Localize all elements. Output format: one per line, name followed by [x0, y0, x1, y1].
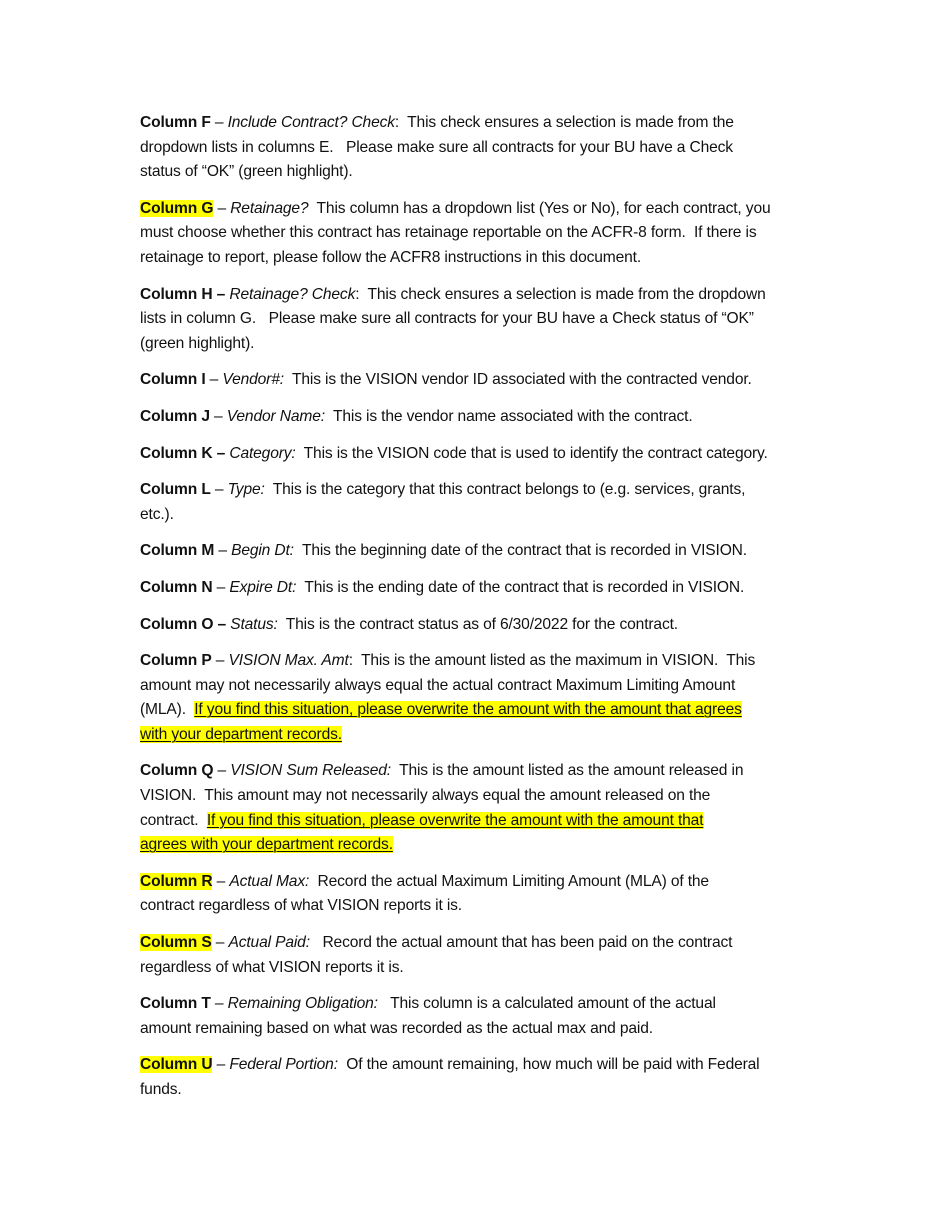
- text-run: VISION. This amount may not necessarily always equal the amount released on the: [140, 787, 711, 805]
- text-line: [140, 870, 840, 895]
- text-run: Record the actual Maximum Limiting Amount (MLA) of the: [309, 872, 709, 890]
- paragraph-column-u: [140, 1053, 840, 1102]
- text-line: [140, 956, 840, 981]
- text-run: This column is a calculated amount of the actual: [377, 995, 716, 1013]
- text-line: [140, 1017, 840, 1042]
- column-label: Column K –: [140, 444, 226, 462]
- paragraph-column-m: [140, 539, 840, 564]
- field-name: Type:: [227, 481, 265, 499]
- paragraph-column-l: [140, 478, 840, 527]
- text-line: [140, 894, 840, 919]
- column-label: Column Q: [140, 762, 214, 780]
- column-label: Column N: [140, 578, 213, 596]
- text-run: –: [212, 872, 230, 890]
- text-run: : This check ensures a selection is made from the dropdown: [355, 285, 766, 303]
- field-name: VISION Max. Amt: [228, 652, 349, 670]
- text-line: [140, 1078, 840, 1103]
- text-line: [140, 759, 840, 784]
- text-run: : This is the amount listed as the maximum in VISION. This: [348, 652, 756, 670]
- highlighted-instruction: with your department records.: [140, 725, 342, 743]
- text-line: [140, 992, 840, 1017]
- text-line: [140, 649, 840, 674]
- text-line: [140, 539, 840, 564]
- paragraph-column-i: [140, 368, 840, 393]
- column-label: Column S: [140, 934, 212, 952]
- text-run: status of “OK” (green highlight).: [140, 163, 353, 181]
- field-name: Status:: [230, 615, 278, 633]
- text-run: (green highlight).: [140, 334, 255, 352]
- column-label: Column O –: [140, 615, 227, 633]
- field-name: Vendor Name:: [226, 407, 325, 425]
- text-line: [140, 111, 840, 136]
- column-label: Column G: [140, 199, 214, 217]
- document-page: [140, 111, 840, 1115]
- column-label: Column P: [140, 652, 212, 670]
- field-name: Retainage?: [230, 199, 309, 217]
- text-run: This is the VISION code that is used to identify the contract category.: [295, 444, 768, 462]
- paragraph-column-q: [140, 759, 840, 857]
- text-run: –: [209, 407, 227, 425]
- field-name: Vendor#:: [222, 371, 284, 389]
- text-run: –: [210, 995, 228, 1013]
- text-line: [140, 1053, 840, 1078]
- text-line: [140, 833, 840, 858]
- text-run: This is the ending date of the contract that is recorded in VISION.: [296, 578, 745, 596]
- text-line: [140, 332, 840, 357]
- text-line: [140, 405, 840, 430]
- field-name: Expire Dt:: [229, 578, 297, 596]
- text-run: This is the amount listed as the amount released in: [391, 762, 744, 780]
- field-name: Actual Max:: [229, 872, 310, 890]
- text-run: –: [212, 578, 230, 596]
- paragraph-column-k: [140, 442, 840, 467]
- paragraph-column-p: [140, 649, 840, 747]
- text-line: [140, 576, 840, 601]
- column-label: Column L: [140, 481, 211, 499]
- text-line: [140, 698, 840, 723]
- text-line: [140, 246, 840, 271]
- text-run: This is the vendor name associated with the contract.: [324, 407, 693, 425]
- text-run: amount remaining based on what was recorded as the actual max and paid.: [140, 1019, 653, 1037]
- text-line: [140, 931, 840, 956]
- paragraph-column-f: [140, 111, 840, 185]
- text-run: lists in column G. Please make sure all contracts for your BU have a Check status of “OK”: [140, 310, 754, 328]
- highlighted-instruction: If you find this situation, please overwrite the amount with the amount that agrees: [194, 701, 742, 719]
- field-name: Begin Dt:: [231, 542, 294, 560]
- text-run: etc.).: [140, 505, 174, 523]
- paragraph-column-s: [140, 931, 840, 980]
- text-line: [140, 283, 840, 308]
- text-run: This the beginning date of the contract that is recorded in VISION.: [293, 542, 747, 560]
- text-run: –: [212, 1056, 230, 1074]
- text-line: [140, 136, 840, 161]
- paragraph-column-g: [140, 197, 840, 271]
- text-line: [140, 723, 840, 748]
- text-run: Of the amount remaining, how much will be paid with Federal: [337, 1056, 760, 1074]
- column-label: Column M: [140, 542, 215, 560]
- field-name: Federal Portion:: [229, 1056, 338, 1074]
- text-line: [140, 674, 840, 699]
- text-run: –: [205, 371, 223, 389]
- text-line: [140, 368, 840, 393]
- column-label: Column J: [140, 407, 210, 425]
- text-run: This is the VISION vendor ID associated with the contracted vendor.: [283, 371, 752, 389]
- paragraph-column-t: [140, 992, 840, 1041]
- text-line: [140, 809, 840, 834]
- text-run: (MLA).: [140, 701, 195, 719]
- text-line: [140, 160, 840, 185]
- text-line: [140, 197, 840, 222]
- text-line: [140, 478, 840, 503]
- highlighted-instruction: If you find this situation, please overwrite the amount with the amount that: [206, 811, 704, 829]
- paragraph-column-j: [140, 405, 840, 430]
- text-run: regardless of what VISION reports it is.: [140, 958, 404, 976]
- text-run: must choose whether this contract has retainage reportable on the ACFR-8 form. If there is: [140, 224, 757, 242]
- field-name: VISION Sum Released:: [230, 762, 391, 780]
- field-name: Include Contract? Check: [227, 114, 395, 131]
- text-run: Record the actual amount that has been paid on the contract: [309, 934, 733, 952]
- text-run: –: [214, 542, 232, 560]
- text-run: –: [213, 762, 231, 780]
- text-line: [140, 442, 840, 467]
- field-name: Actual Paid:: [228, 934, 310, 952]
- paragraph-column-o: [140, 613, 840, 638]
- field-name: Retainage? Check: [229, 285, 356, 303]
- text-run: –: [210, 114, 228, 131]
- text-run: This is the contract status as of 6/30/2022 for the contract.: [277, 615, 678, 633]
- text-run: This column has a dropdown list (Yes or No), for each contract, you: [308, 199, 771, 217]
- text-run: –: [210, 481, 228, 499]
- text-run: dropdown lists in columns E. Please make sure all contracts for your BU have a Check: [140, 138, 733, 156]
- column-label: Column R: [140, 872, 213, 890]
- text-run: contract regardless of what VISION reports it is.: [140, 897, 462, 915]
- text-line: [140, 784, 840, 809]
- paragraph-column-n: [140, 576, 840, 601]
- text-run: –: [211, 652, 229, 670]
- field-name: Category:: [229, 444, 296, 462]
- text-run: contract.: [140, 811, 207, 829]
- text-run: amount may not necessarily always equal the actual contract Maximum Limiting Amount: [140, 676, 736, 694]
- column-label: Column F: [140, 114, 211, 131]
- text-run: funds.: [140, 1081, 182, 1098]
- column-label: Column I: [140, 371, 206, 389]
- column-label: Column U: [140, 1056, 213, 1074]
- field-name: Remaining Obligation:: [227, 995, 378, 1013]
- paragraph-column-h: [140, 283, 840, 357]
- text-line: [140, 503, 840, 528]
- text-run: –: [211, 934, 229, 952]
- column-label: Column H –: [140, 285, 226, 303]
- text-line: [140, 307, 840, 332]
- text-line: [140, 613, 840, 638]
- text-run: This is the category that this contract belongs to (e.g. services, grants,: [264, 481, 746, 499]
- text-run: retainage to report, please follow the ACFR8 instructions in this document.: [140, 248, 642, 266]
- highlighted-instruction: agrees with your department records.: [140, 836, 393, 854]
- column-label: Column T: [140, 995, 211, 1013]
- text-run: –: [213, 199, 231, 217]
- paragraph-column-r: [140, 870, 840, 919]
- text-line: [140, 221, 840, 246]
- text-run: : This check ensures a selection is made from the: [394, 114, 734, 131]
